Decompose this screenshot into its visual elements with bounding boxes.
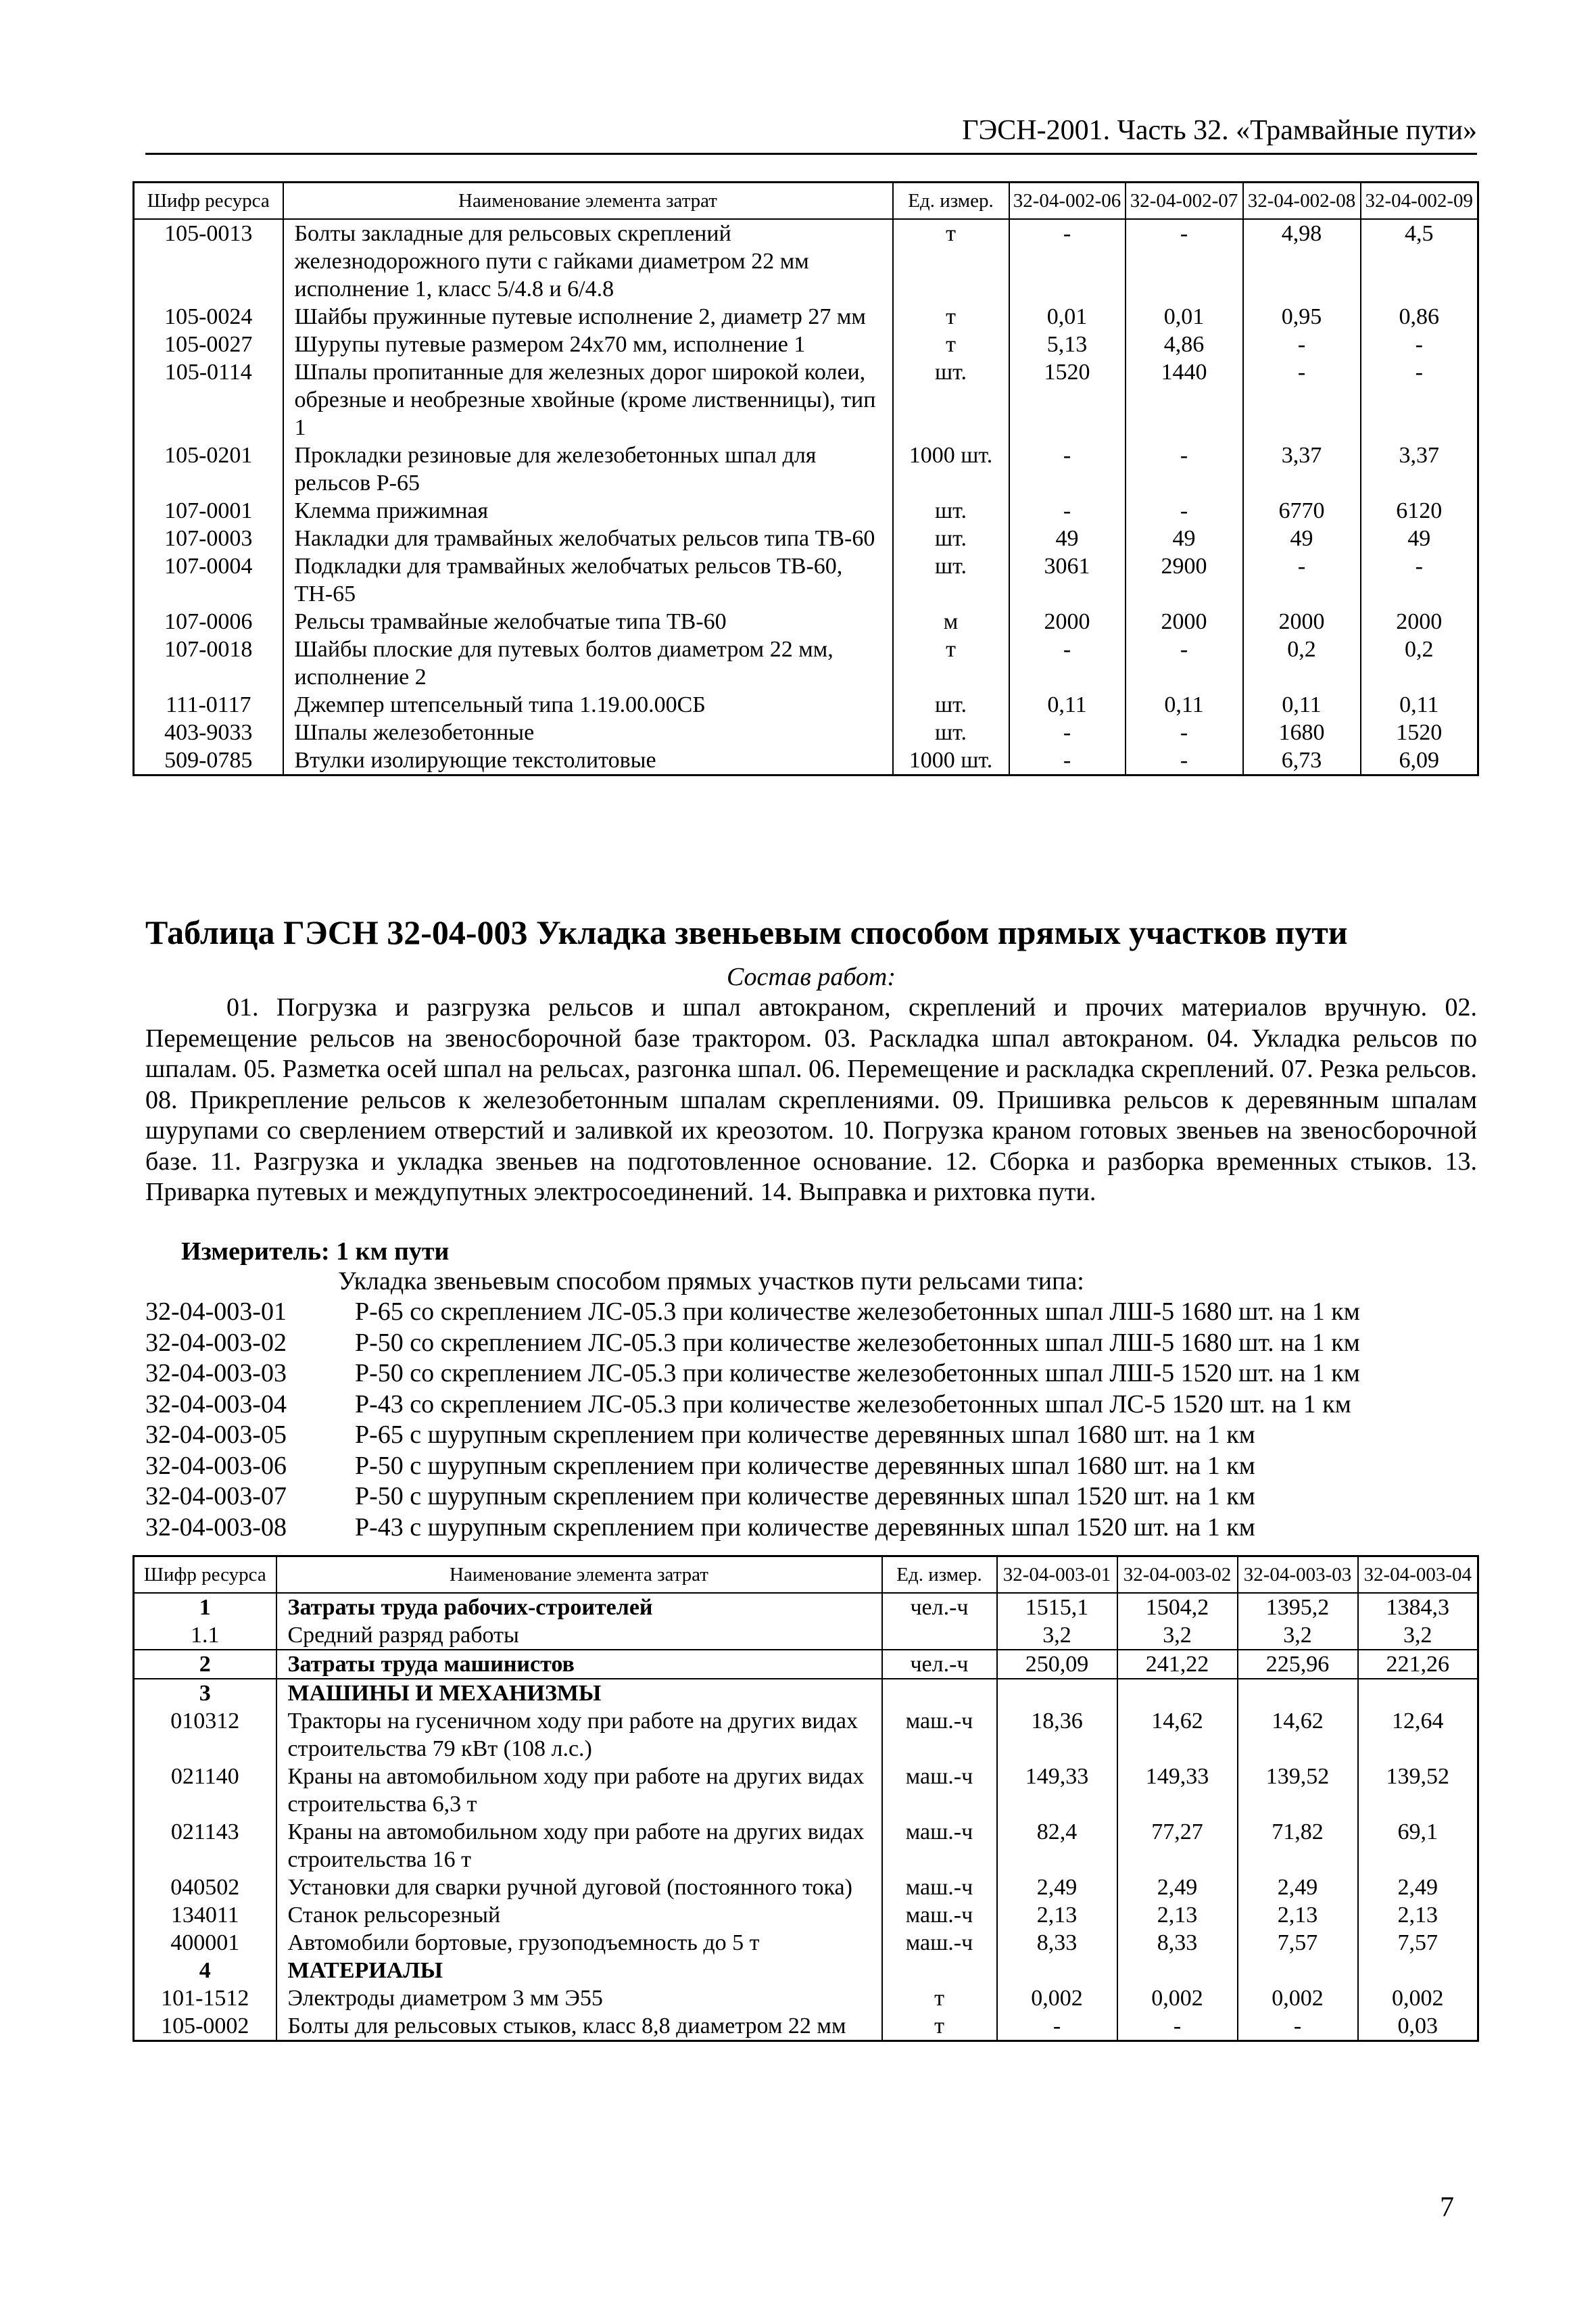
value-cell: 2000 (1126, 608, 1243, 636)
page-number: 7 (1440, 2192, 1454, 2223)
value-cell: 3,37 (1361, 441, 1478, 497)
value-cell: - (1009, 636, 1126, 691)
resource-code: 1.1 (134, 1621, 276, 1650)
variant-code: 32-04-003-06 (145, 1451, 287, 1480)
value-cell: 3,2 (1238, 1621, 1358, 1650)
value-cell: - (1361, 331, 1478, 358)
resource-code: 105-0002 (134, 2012, 276, 2041)
value-cell: 0,03 (1358, 2012, 1478, 2041)
table-row (134, 2012, 1478, 2041)
value-cell (1117, 1957, 1238, 1984)
variant-description: Р-43 с шурупным скреплением при количестве деревянных шпал 1520 шт. на 1 км (355, 1512, 1255, 1542)
value-cell: 4,98 (1243, 219, 1361, 303)
resource-code: 105-0201 (134, 441, 283, 497)
resource-code: 021143 (134, 1818, 276, 1874)
value-cell: 0,11 (1243, 691, 1361, 719)
resource-name: Прокладки резиновые для железобетонных шпал для рельсов Р-65 (283, 441, 893, 497)
resource-name: Электроды диаметром 3 мм Э55 (276, 1984, 882, 2012)
value-cell: 2,13 (1358, 1901, 1478, 1929)
resource-code: 105-0027 (134, 331, 283, 358)
value-cell: 2,49 (1117, 1874, 1238, 1901)
value-cell: - (1126, 636, 1243, 691)
variant-description: Р-50 с шурупным скреплением при количестве деревянных шпал 1520 шт. на 1 км (355, 1482, 1255, 1510)
page-header: ГЭСН-2001. Часть 32. «Трамвайные пути» (962, 115, 1477, 146)
column-header: 32-04-003-04 (1358, 1556, 1478, 1594)
value-cell: 0,86 (1361, 303, 1478, 331)
variants-intro: Укладка звеньевым способом прямых участков пути рельсами типа: (338, 1267, 1084, 1295)
value-cell: 225,96 (1238, 1650, 1358, 1679)
unit: т (882, 2012, 997, 2041)
resource-name: Краны на автомобильном ходу при работе на других видах строительства 6,3 т (276, 1763, 882, 1818)
value-cell: 0,2 (1361, 636, 1478, 691)
resource-name: МАТЕРИАЛЫ (276, 1957, 882, 1984)
value-cell: 241,22 (1117, 1650, 1238, 1679)
value-cell: 3,2 (997, 1621, 1117, 1650)
resource-name: Станок рельсорезный (276, 1901, 882, 1929)
value-cell: 0,002 (1117, 1984, 1238, 2012)
variant-code: 32-04-003-04 (145, 1389, 287, 1418)
value-cell (1238, 1957, 1358, 1984)
value-cell: - (997, 2012, 1117, 2041)
value-cell: 7,57 (1238, 1929, 1358, 1957)
variants-list (145, 1297, 1477, 1543)
resource-code: 107-0004 (134, 552, 283, 608)
resource-name: Затраты труда машинистов (276, 1650, 882, 1679)
value-cell: 0,2 (1243, 636, 1361, 691)
value-cell: - (1126, 746, 1243, 775)
table-row (134, 1929, 1478, 1957)
value-cell: 18,36 (997, 1707, 1117, 1763)
value-cell: 49 (1126, 525, 1243, 552)
column-header: 32-04-003-01 (997, 1556, 1117, 1594)
value-cell: 0,11 (1361, 691, 1478, 719)
value-cell: - (1117, 2012, 1238, 2041)
unit: т (893, 636, 1009, 691)
value-cell: 4,5 (1361, 219, 1478, 303)
variant-description: Р-50 с шурупным скреплением при количестве деревянных шпал 1680 шт. на 1 км (355, 1451, 1255, 1480)
table-row (134, 1874, 1478, 1901)
unit: т (893, 219, 1009, 303)
composition-label: Состав работ: (726, 963, 896, 991)
variant-item (145, 1297, 1477, 1328)
column-header: 32-04-003-02 (1117, 1556, 1238, 1594)
value-cell: 3061 (1009, 552, 1126, 608)
value-cell: 0,01 (1126, 303, 1243, 331)
variant-description: Р-65 с шурупным скреплением при количестве деревянных шпал 1680 шт. на 1 км (355, 1421, 1255, 1449)
variant-code: 32-04-003-07 (145, 1482, 287, 1510)
column-header: 32-04-002-07 (1126, 183, 1243, 220)
resource-code: 2 (134, 1650, 276, 1679)
resource-name: Шпалы железобетонные (283, 719, 893, 746)
value-cell: 49 (1009, 525, 1126, 552)
resource-name: Клемма прижимная (283, 497, 893, 525)
unit: маш.-ч (882, 1818, 997, 1874)
unit (882, 1621, 997, 1650)
unit: м (893, 608, 1009, 636)
resource-code: 107-0001 (134, 497, 283, 525)
value-cell: 2,49 (997, 1874, 1117, 1901)
value-cell: - (1126, 219, 1243, 303)
table-row (134, 497, 1478, 525)
variant-code: 32-04-003-08 (145, 1512, 287, 1542)
value-cell: - (1361, 358, 1478, 441)
value-cell: 2,49 (1238, 1874, 1358, 1901)
value-cell: 0,01 (1009, 303, 1126, 331)
value-cell: 0,002 (1238, 1984, 1358, 2012)
resource-code: 400001 (134, 1929, 276, 1957)
resource-name: Тракторы на гусеничном ходу при работе на других видах строительства 79 кВт (108 л.с.) (276, 1707, 882, 1763)
value-cell: 1680 (1243, 719, 1361, 746)
resource-name: Джемпер штепсельный типа 1.19.00.00СБ (283, 691, 893, 719)
table-body (134, 219, 1478, 775)
unit: чел.-ч (882, 1650, 997, 1679)
variant-code: 32-04-003-02 (145, 1328, 287, 1357)
column-header: 32-04-002-09 (1361, 183, 1478, 220)
variant-item (145, 1481, 1477, 1512)
resource-code: 105-0024 (134, 303, 283, 331)
table-row (134, 303, 1478, 331)
resource-code: 105-0013 (134, 219, 283, 303)
variant-code: 32-04-003-03 (145, 1359, 287, 1387)
table-row (134, 1593, 1478, 1621)
value-cell: - (1126, 719, 1243, 746)
table-row (134, 1707, 1478, 1763)
table-row (134, 1984, 1478, 2012)
value-cell: 1384,3 (1358, 1593, 1478, 1621)
column-header: Шифр ресурса (134, 1556, 276, 1594)
value-cell: 71,82 (1238, 1818, 1358, 1874)
value-cell: 6770 (1243, 497, 1361, 525)
variant-description: Р-50 со скреплением ЛС-05.3 при количестве железобетонных шпал ЛШ-5 1520 шт. на 1 км (355, 1359, 1360, 1387)
value-cell: - (1009, 719, 1126, 746)
value-cell: 2000 (1243, 608, 1361, 636)
value-cell: 6,73 (1243, 746, 1361, 775)
resource-name: Накладки для трамвайных желобчатых рельсов типа ТВ-60 (283, 525, 893, 552)
value-cell: 0,002 (1358, 1984, 1478, 2012)
column-header: Наименование элемента затрат (283, 183, 893, 220)
column-header: Шифр ресурса (134, 183, 283, 220)
table-row (134, 552, 1478, 608)
value-cell: 8,33 (1117, 1929, 1238, 1957)
value-cell (997, 1679, 1117, 1707)
value-cell: 2900 (1126, 552, 1243, 608)
resource-code: 1 (134, 1593, 276, 1621)
value-cell: 4,86 (1126, 331, 1243, 358)
value-cell: - (1126, 497, 1243, 525)
unit: 1000 шт. (893, 746, 1009, 775)
resource-name: Затраты труда рабочих-строителей (276, 1593, 882, 1621)
table-row (134, 525, 1478, 552)
value-cell: 0,11 (1009, 691, 1126, 719)
table-header-row (134, 1556, 1478, 1594)
value-cell (1238, 1679, 1358, 1707)
value-cell: 1395,2 (1238, 1593, 1358, 1621)
value-cell: 49 (1243, 525, 1361, 552)
value-cell: 1504,2 (1117, 1593, 1238, 1621)
unit: шт. (893, 497, 1009, 525)
table-row (134, 636, 1478, 691)
value-cell: - (1009, 746, 1126, 775)
resources-table-32-04-003 (132, 1555, 1479, 2042)
resource-code: 134011 (134, 1901, 276, 1929)
unit (882, 1679, 997, 1707)
unit: шт. (893, 552, 1009, 608)
value-cell: 1520 (1361, 719, 1478, 746)
value-cell: 2,49 (1358, 1874, 1478, 1901)
unit: шт. (893, 691, 1009, 719)
table-row (134, 358, 1478, 441)
resource-code: 107-0018 (134, 636, 283, 691)
resource-code: 403-9033 (134, 719, 283, 746)
value-cell: 77,27 (1117, 1818, 1238, 1874)
value-cell: - (1009, 219, 1126, 303)
resource-name: Шпалы пропитанные для железных дорог широкой колеи, обрезные и необрезные хвойные (кроме лиственницы), тип 1 (283, 358, 893, 441)
table-row (134, 219, 1478, 303)
resource-name: Рельсы трамвайные желобчатые типа ТВ-60 (283, 608, 893, 636)
value-cell: 6120 (1361, 497, 1478, 525)
table-row (134, 1818, 1478, 1874)
value-cell: 14,62 (1238, 1707, 1358, 1763)
value-cell: 2000 (1361, 608, 1478, 636)
resource-name: Шайбы плоские для путевых болтов диаметром 22 мм, исполнение 2 (283, 636, 893, 691)
value-cell: 5,13 (1009, 331, 1126, 358)
table-row (134, 1650, 1478, 1679)
variant-item (145, 1389, 1477, 1421)
value-cell: - (1009, 497, 1126, 525)
resource-code: 021140 (134, 1763, 276, 1818)
variant-item (145, 1420, 1477, 1451)
unit: маш.-ч (882, 1707, 997, 1763)
table-row (134, 746, 1478, 775)
resource-code: 3 (134, 1679, 276, 1707)
value-cell: 7,57 (1358, 1929, 1478, 1957)
unit: т (882, 1984, 997, 2012)
composition-text: 01. Погрузка и разгрузка рельсов и шпал автокраном, скреплений и прочих материалов вручную. 02. Перемещение рельсов на звеносборочной базе трактором. 03. Раскладка шпал автокраном. 04. Укладка рельсов по шпалам. 05. Разметка осей шпал на рельсах, разгонка шпал. 06. Перемещение и раскладка скреплений. 07. Резка рельсов. 08. Прикрепление рельсов к железобетонным шпалам скреплениями. 09. Пришивка рельсов к деревянным шпалам шурупами со сверлением отверстий и заливкой их креозотом. 10. Погрузка краном готовых звеньев на звеносборочной базе. 11. Разгрузка и укладка звеньев на подготовленное основание. 12. Сборка и разборка временных стыков. 13. Приварка путевых и междупутных электросоединений. 14. Выправка и рихтовка пути. (145, 993, 1477, 1206)
variant-description: Р-43 со скреплением ЛС-05.3 при количестве железобетонных шпал ЛС-5 1520 шт. на 1 км (355, 1389, 1351, 1418)
resource-name: Болты закладные для рельсовых скреплений железнодорожного пути с гайками диаметром 22 мм исполнение 1, класс 5/4.8 и 6/4.8 (283, 219, 893, 303)
value-cell: 149,33 (997, 1763, 1117, 1818)
resource-code: 010312 (134, 1707, 276, 1763)
value-cell: 3,2 (1358, 1621, 1478, 1650)
unit: шт. (893, 358, 1009, 441)
table-header-row (134, 183, 1478, 220)
value-cell: - (1243, 331, 1361, 358)
measure-unit: Измеритель: 1 км пути (181, 1237, 450, 1266)
variant-code: 32-04-003-05 (145, 1421, 287, 1449)
value-cell: 3,37 (1243, 441, 1361, 497)
resource-name: Втулки изолирующие текстолитовые (283, 746, 893, 775)
value-cell: 1520 (1009, 358, 1126, 441)
value-cell: 1515,1 (997, 1593, 1117, 1621)
value-cell: - (1361, 552, 1478, 608)
value-cell: - (1243, 552, 1361, 608)
table-body (134, 1593, 1478, 2041)
resource-code: 107-0003 (134, 525, 283, 552)
value-cell: 8,33 (997, 1929, 1117, 1957)
resource-code: 101-1512 (134, 1984, 276, 2012)
resources-table-32-04-002 (132, 181, 1479, 776)
variant-code: 32-04-003-01 (145, 1297, 287, 1326)
column-header: Ед. измер. (882, 1556, 997, 1594)
value-cell: 0,002 (997, 1984, 1117, 2012)
unit: маш.-ч (882, 1874, 997, 1901)
column-header: 32-04-003-03 (1238, 1556, 1358, 1594)
variant-item (145, 1512, 1477, 1544)
value-cell: 2000 (1009, 608, 1126, 636)
table-row (134, 331, 1478, 358)
resource-code: 107-0006 (134, 608, 283, 636)
value-cell: 6,09 (1361, 746, 1478, 775)
column-header: Наименование элемента затрат (276, 1556, 882, 1594)
column-header: Ед. измер. (893, 183, 1009, 220)
value-cell: - (1238, 2012, 1358, 2041)
value-cell: 2,13 (997, 1901, 1117, 1929)
table-row (134, 1679, 1478, 1707)
resource-name: Автомобили бортовые, грузоподъемность до 5 т (276, 1929, 882, 1957)
unit: маш.-ч (882, 1763, 997, 1818)
variant-item (145, 1358, 1477, 1389)
value-cell: 2,13 (1238, 1901, 1358, 1929)
value-cell: 1440 (1126, 358, 1243, 441)
unit: шт. (893, 719, 1009, 746)
unit: т (893, 303, 1009, 331)
unit: т (893, 331, 1009, 358)
resource-name: Подкладки для трамвайных желобчатых рельсов ТВ-60, ТН-65 (283, 552, 893, 608)
resource-name: МАШИНЫ И МЕХАНИЗМЫ (276, 1679, 882, 1707)
value-cell: 3,2 (1117, 1621, 1238, 1650)
value-cell: - (1243, 358, 1361, 441)
value-cell: - (1126, 441, 1243, 497)
value-cell: 0,95 (1243, 303, 1361, 331)
unit: маш.-ч (882, 1929, 997, 1957)
variant-item (145, 1451, 1477, 1482)
value-cell: - (1009, 441, 1126, 497)
variant-item (145, 1328, 1477, 1359)
value-cell: 12,64 (1358, 1707, 1478, 1763)
value-cell: 69,1 (1358, 1818, 1478, 1874)
column-header: 32-04-002-06 (1009, 183, 1126, 220)
table-title: Таблица ГЭСН 32-04-003 Укладка звеньевым способом прямых участков пути (145, 913, 1348, 951)
variant-description: Р-50 со скреплением ЛС-05.3 при количестве железобетонных шпал ЛШ-5 1680 шт. на 1 км (355, 1328, 1360, 1357)
table-row (134, 1901, 1478, 1929)
unit: шт. (893, 525, 1009, 552)
table-row (134, 719, 1478, 746)
column-header: 32-04-002-08 (1243, 183, 1361, 220)
resource-name: Шайбы пружинные путевые исполнение 2, диаметр 27 мм (283, 303, 893, 331)
table-row (134, 1763, 1478, 1818)
table-row (134, 691, 1478, 719)
value-cell: 250,09 (997, 1650, 1117, 1679)
value-cell: 0,11 (1126, 691, 1243, 719)
unit (882, 1957, 997, 1984)
resource-name: Болты для рельсовых стыков, класс 8,8 диаметром 22 мм (276, 2012, 882, 2041)
value-cell: 82,4 (997, 1818, 1117, 1874)
value-cell: 49 (1361, 525, 1478, 552)
value-cell: 139,52 (1238, 1763, 1358, 1818)
table-row (134, 1621, 1478, 1650)
resource-code: 040502 (134, 1874, 276, 1901)
value-cell (1117, 1679, 1238, 1707)
resource-code: 105-0114 (134, 358, 283, 441)
value-cell: 2,13 (1117, 1901, 1238, 1929)
resource-name: Краны на автомобильном ходу при работе на других видах строительства 16 т (276, 1818, 882, 1874)
unit: 1000 шт. (893, 441, 1009, 497)
header-divider (145, 153, 1477, 155)
unit: маш.-ч (882, 1901, 997, 1929)
resource-code: 4 (134, 1957, 276, 1984)
resource-code: 509-0785 (134, 746, 283, 775)
table-row (134, 1957, 1478, 1984)
value-cell (997, 1957, 1117, 1984)
resource-name: Средний разряд работы (276, 1621, 882, 1650)
table-row (134, 441, 1478, 497)
resource-name: Шурупы путевые размером 24х70 мм, исполнение 1 (283, 331, 893, 358)
variant-description: Р-65 со скреплением ЛС-05.3 при количестве железобетонных шпал ЛШ-5 1680 шт. на 1 км (355, 1297, 1360, 1326)
resource-name: Установки для сварки ручной дуговой (постоянного тока) (276, 1874, 882, 1901)
table-row (134, 608, 1478, 636)
unit: чел.-ч (882, 1593, 997, 1621)
value-cell (1358, 1957, 1478, 1984)
value-cell (1358, 1679, 1478, 1707)
value-cell: 14,62 (1117, 1707, 1238, 1763)
value-cell: 139,52 (1358, 1763, 1478, 1818)
value-cell: 149,33 (1117, 1763, 1238, 1818)
resource-code: 111-0117 (134, 691, 283, 719)
value-cell: 221,26 (1358, 1650, 1478, 1679)
